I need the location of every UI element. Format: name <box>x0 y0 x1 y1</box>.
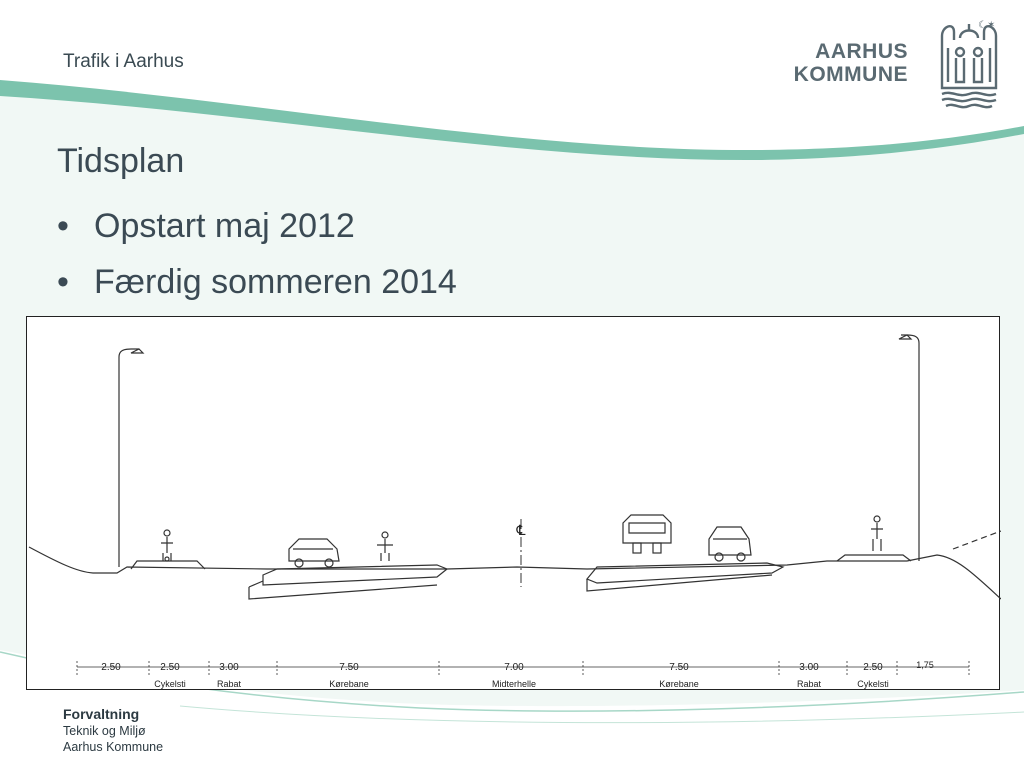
dimension-label: Midterhelle <box>491 679 537 689</box>
dimension-label: Cykelsti <box>154 679 186 689</box>
city-crest-icon <box>938 18 1000 110</box>
dimension-value: 2.50 <box>160 662 180 673</box>
bullet-list <box>57 198 457 310</box>
header-title: Trafik i Aarhus <box>63 51 184 72</box>
dimension-value: 7.50 <box>339 662 359 673</box>
dimension-value: 7.50 <box>669 662 689 673</box>
dimension-value: 3.00 <box>219 662 239 673</box>
dimension-label: Kørebane <box>329 679 369 689</box>
dimension-label: Cykelsti <box>857 679 889 689</box>
aarhus-kommune-logo <box>793 18 1002 110</box>
bullet-item: • Færdig sommeren 2014 <box>57 262 457 301</box>
logo-line1: AARHUS <box>815 40 908 63</box>
logo-text <box>794 40 908 86</box>
svg-text:☾✶: ☾✶ <box>978 20 996 31</box>
bullet-item: • Opstart maj 2012 <box>57 206 355 245</box>
cross-section-svg <box>27 317 1001 691</box>
bullet-text: Opstart maj 2012 <box>94 206 355 245</box>
section-heading: Tidsplan <box>57 142 185 180</box>
dimension-label: Rabat <box>216 679 242 689</box>
dimension-value: 2.50 <box>101 662 121 673</box>
dimension-value: 2.50 <box>863 662 883 673</box>
dimension-value: 1,75 <box>916 660 934 670</box>
dimension-label: Kørebane <box>659 679 699 689</box>
road-cross-section-drawing <box>26 316 1000 690</box>
footer-department: Forvaltning <box>63 706 140 722</box>
logo-line2: KOMMUNE <box>793 63 908 86</box>
bullet-text: Færdig sommeren 2014 <box>94 262 457 301</box>
dimension-value: 3.00 <box>799 662 819 673</box>
dimension-value: 7.00 <box>504 662 524 673</box>
dimension-label: Rabat <box>796 679 822 689</box>
footer <box>63 706 163 755</box>
centerline-symbol: ℄ <box>516 523 526 539</box>
footer-organisation: Aarhus Kommune <box>63 740 164 754</box>
footer-unit: Teknik og Miljø <box>63 724 146 738</box>
